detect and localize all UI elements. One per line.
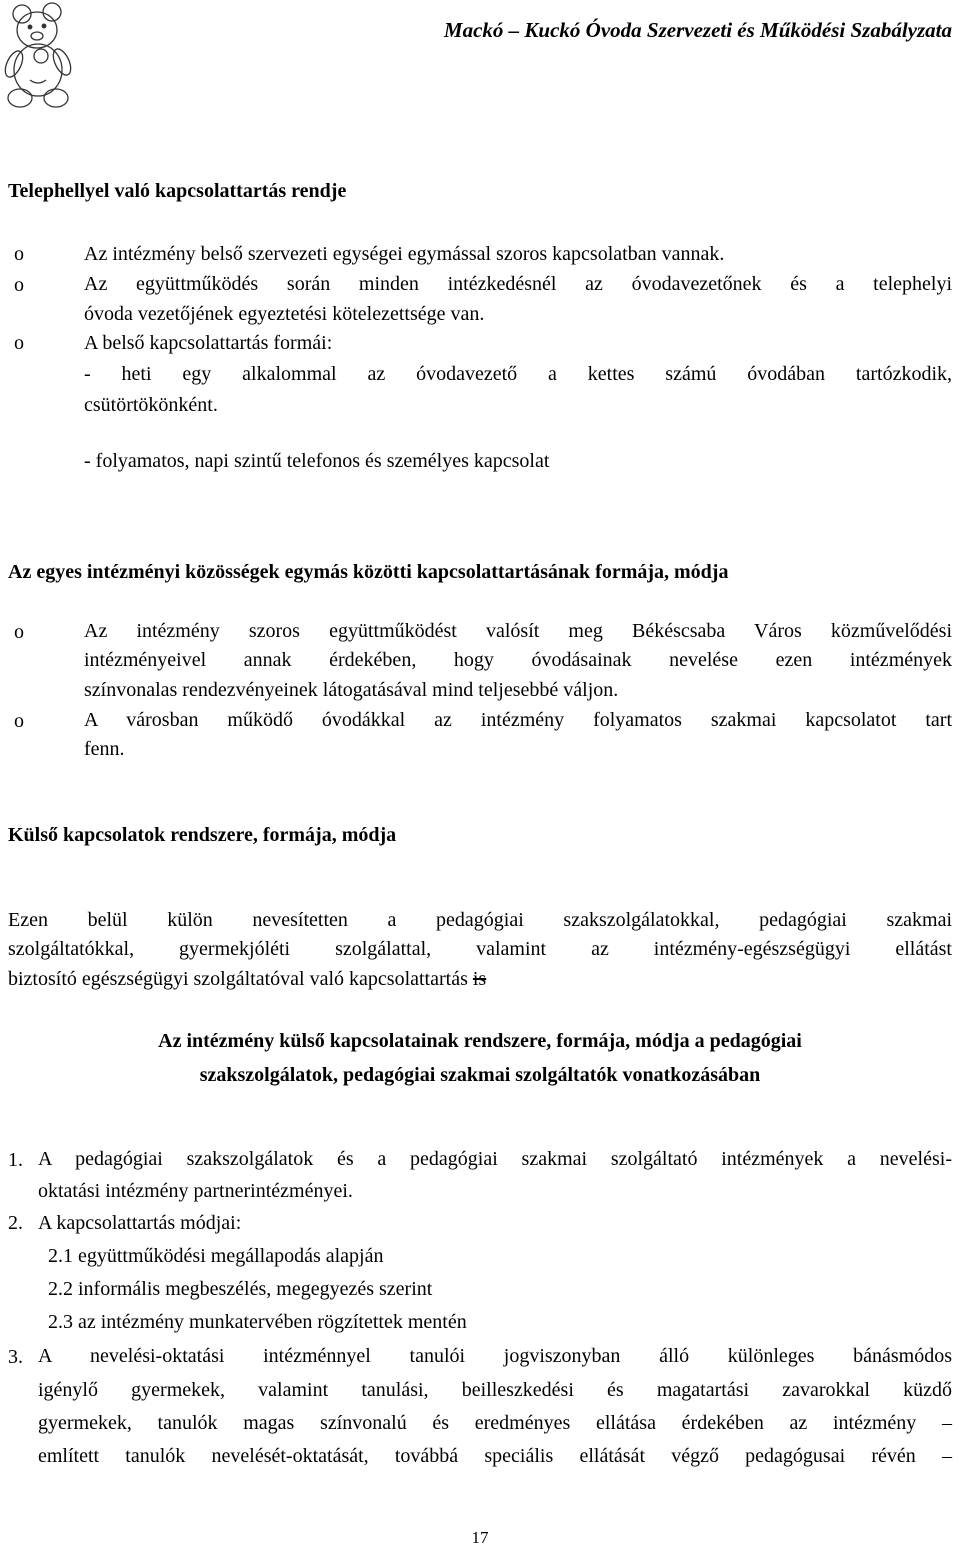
list-item-line: - heti egy alkalommal az óvodavezető a kettes számú óvodában tartózkodik,: [84, 363, 952, 385]
list-item-line: igénylő gyermekek, valamint tanulási, beilleszkedési és magatartási zavarokkal küzdő: [38, 1379, 952, 1401]
subheading-line: szakszolgálatok, pedagógiai szakmai szolgáltatók vonatkozásában: [199, 1064, 761, 1086]
paragraph-line: szolgáltatókkal, gyermekjóléti szolgálattal, valamint az intézmény-egészségügyi ellátást: [8, 938, 952, 960]
bullet-marker: o: [14, 332, 24, 354]
section-heading-telephely: Telephellyel való kapcsolattartás rendje: [8, 180, 347, 202]
paragraph-line: Ezen belül külön nevesítetten a pedagógiai szakszolgálatokkal, pedagógiai szakmai: [8, 909, 952, 931]
list-item-line: - folyamatos, napi szintű telefonos és személyes kapcsolat: [84, 450, 550, 472]
list-item-line: csütörtökönként.: [84, 394, 218, 416]
list-item-line: Az intézmény szoros együttműködést valósít meg Békéscsaba Város közművelődési: [84, 620, 952, 642]
list-number: 3.: [8, 1346, 23, 1368]
teddy-bear-logo: [0, 0, 76, 112]
list-item-line: intézményeivel annak érdekében, hogy óvodásainak nevelése ezen intézmények: [84, 649, 952, 671]
sub-list-item: 2.1 együttműködési megállapodás alapján: [48, 1245, 384, 1267]
list-item-line: színvonalas rendezvényeinek látogatásával mind teljesebbé váljon.: [84, 679, 619, 701]
list-item-line: óvoda vezetőjének egyeztetési kötelezettsége van.: [84, 303, 485, 325]
bullet-marker: o: [14, 274, 24, 296]
list-number: 1.: [8, 1149, 23, 1171]
sub-list-item: 2.2 informális megbeszélés, megegyezés szerint: [48, 1278, 433, 1300]
strikethrough-word: is: [472, 968, 487, 990]
list-item-line: A városban működő óvodákkal az intézmény folyamatos szakmai kapcsolatot tart: [84, 709, 952, 731]
list-item-line: oktatási intézmény partnerintézményei.: [38, 1180, 353, 1202]
list-item-line: gyermekek, tanulók magas színvonalú és eredményes ellátása érdekében az intézmény –: [38, 1412, 952, 1434]
document-title: Mackó – Kuckó Óvoda Szervezeti és Működési Szabályzata: [443, 18, 952, 42]
sub-list-item: 2.3 az intézmény munkatervében rögzítettek mentén: [48, 1311, 467, 1333]
list-item-line: Az együttműködés során minden intézkedésnél az óvodavezetőnek és a telephelyi: [84, 273, 952, 295]
list-item-line: A belső kapcsolattartás formái:: [84, 332, 333, 354]
bullet-marker: o: [14, 243, 24, 265]
paragraph-line: [8, 968, 486, 991]
list-item-line: említett tanulók nevelését-oktatását, továbbá speciális ellátását végző pedagógusai révén –: [38, 1445, 952, 1467]
list-item-line: fenn.: [84, 738, 125, 760]
bullet-marker: o: [14, 621, 24, 643]
list-item-line: A pedagógiai szakszolgálatok és a pedagógiai szakmai szolgáltató intézmények a nevelési-: [38, 1148, 952, 1170]
list-number: 2.: [8, 1212, 23, 1234]
page-number: 17: [471, 1528, 489, 1547]
section-heading-kozossegek: Az egyes intézményi közösségek egymás közötti kapcsolattartásának formája, módja: [8, 561, 729, 583]
subheading-line: Az intézmény külső kapcsolatainak rendszere, formája, módja a pedagógiai: [158, 1030, 802, 1052]
bullet-marker: o: [14, 710, 24, 732]
section-heading-kulso: Külső kapcsolatok rendszere, formája, módja: [8, 824, 397, 846]
list-item-line: A kapcsolattartás módjai:: [38, 1212, 242, 1234]
paragraph-text: biztosító egészségügyi szolgáltatóval való kapcsolattartás: [8, 968, 468, 990]
list-item-line: A nevelési-oktatási intézménnyel tanulói jogviszonyban álló különleges bánásmódos: [38, 1345, 952, 1367]
list-item: Az intézmény belső szervezeti egységei egymással szoros kapcsolatban vannak.: [84, 243, 725, 265]
